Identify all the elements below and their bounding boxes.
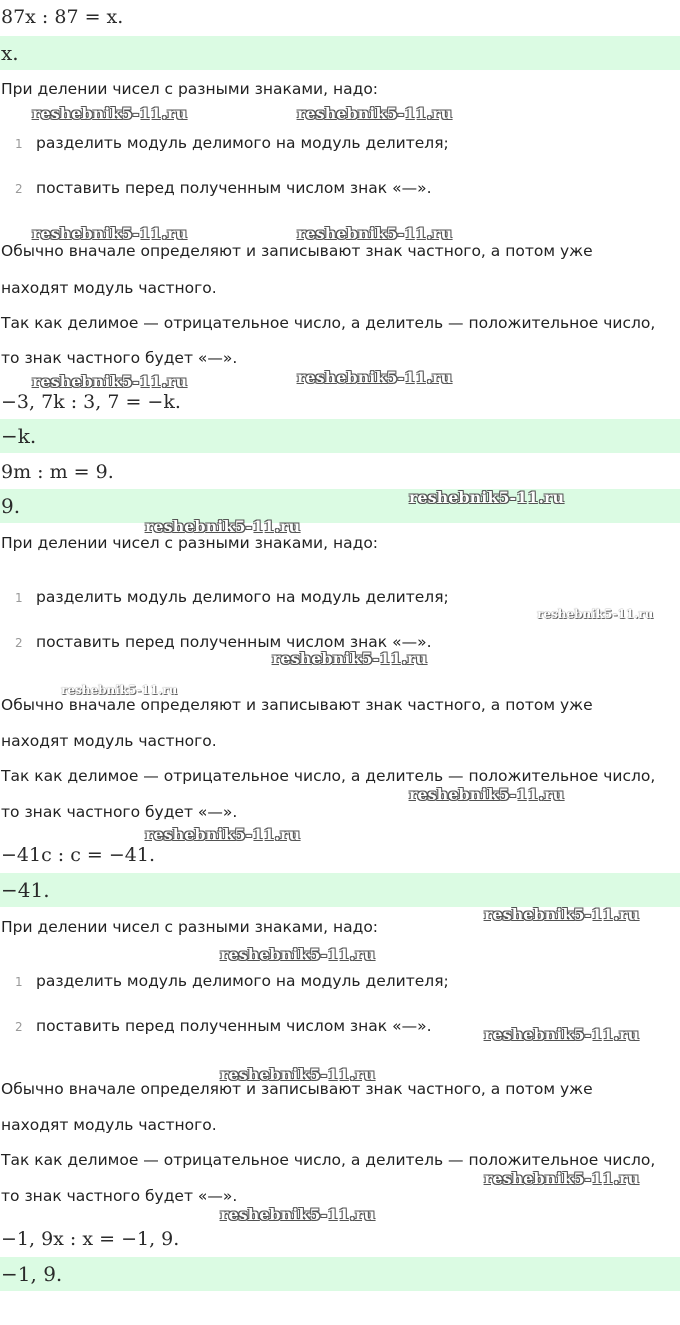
step-number: 1 xyxy=(15,975,23,989)
step-number: 2 xyxy=(15,636,23,650)
note-line-2-c: находят модуль частного. xyxy=(1,1116,217,1134)
watermark: reshebnik5-11.ru xyxy=(32,224,188,243)
watermark: reshebnik5-11.ru xyxy=(537,607,654,621)
answer-4: −41. xyxy=(0,873,680,907)
rule-step-2-c xyxy=(0,1016,680,1037)
step-number: 1 xyxy=(15,137,23,151)
watermark: reshebnik5-11.ru xyxy=(297,224,453,243)
watermark: reshebnik5-11.ru xyxy=(272,649,428,668)
watermark: reshebnik5-11.ru xyxy=(297,368,453,387)
answer-2: −k. xyxy=(0,419,680,453)
step-text: поставить перед полученным числом знак «—». xyxy=(36,179,432,197)
watermark: reshebnik5-11.ru xyxy=(61,683,178,697)
step-number: 2 xyxy=(15,182,23,196)
rule-intro-1: При делении чисел с разными знаками, надо: xyxy=(1,80,379,98)
equation-4: −41c : c = −41. xyxy=(1,844,155,866)
rule-step-2-b xyxy=(0,632,680,653)
step-text: поставить перед полученным числом знак «—». xyxy=(36,633,432,651)
step-number: 2 xyxy=(15,1020,23,1034)
answer-1: x. xyxy=(0,36,680,70)
rule-step-1-b xyxy=(0,587,680,608)
watermark: reshebnik5-11.ru xyxy=(145,517,301,536)
watermark: reshebnik5-11.ru xyxy=(32,372,188,391)
watermark: reshebnik5-11.ru xyxy=(484,905,640,924)
watermark: reshebnik5-11.ru xyxy=(220,1065,376,1084)
note-line-1-c: Обычно вначале определяют и записывают знак частного, а потом уже xyxy=(1,1080,593,1098)
step-text: поставить перед полученным числом знак «—». xyxy=(36,1017,432,1035)
reason-line-1-c: Так как делимое — отрицательное число, а делитель — положительное число, xyxy=(1,1151,656,1169)
reason-line-2-b: то знак частного будет «—». xyxy=(1,803,238,821)
reason-line-1-b: Так как делимое — отрицательное число, а делитель — положительное число, xyxy=(1,767,656,785)
equation-2: −3, 7k : 3, 7 = −k. xyxy=(1,391,181,413)
watermark: reshebnik5-11.ru xyxy=(220,945,376,964)
watermark: reshebnik5-11.ru xyxy=(409,785,565,804)
reason-line-2-c: то знак частного будет «—». xyxy=(1,1187,238,1205)
watermark: reshebnik5-11.ru xyxy=(32,104,188,123)
answer-3: 9. xyxy=(0,489,680,523)
note-line-2-a: находят модуль частного. xyxy=(1,279,217,297)
rule-intro-2: При делении чисел с разными знаками, надо: xyxy=(1,534,379,552)
step-text: разделить модуль делимого на модуль делителя; xyxy=(36,588,449,606)
step-text: разделить модуль делимого на модуль делителя; xyxy=(36,134,449,152)
note-line-1-a: Обычно вначале определяют и записывают знак частного, а потом уже xyxy=(1,242,593,260)
watermark: reshebnik5-11.ru xyxy=(145,825,301,844)
reason-line-2-a: то знак частного будет «—». xyxy=(1,349,238,367)
note-line-2-b: находят модуль частного. xyxy=(1,732,217,750)
rule-step-1-a xyxy=(0,133,680,154)
watermark: reshebnik5-11.ru xyxy=(484,1025,640,1044)
step-text: разделить модуль делимого на модуль делителя; xyxy=(36,972,449,990)
watermark: reshebnik5-11.ru xyxy=(409,488,565,507)
reason-line-1-a: Так как делимое — отрицательное число, а делитель — положительное число, xyxy=(1,314,656,332)
watermark: reshebnik5-11.ru xyxy=(297,104,453,123)
equation-1: 87x : 87 = x. xyxy=(1,6,124,28)
equation-3: 9m : m = 9. xyxy=(1,461,114,483)
watermark: reshebnik5-11.ru xyxy=(484,1169,640,1188)
equation-5: −1, 9x : x = −1, 9. xyxy=(1,1228,180,1250)
rule-step-1-c xyxy=(0,971,680,992)
rule-step-2-a xyxy=(0,178,680,199)
answer-5: −1, 9. xyxy=(0,1257,680,1291)
watermark: reshebnik5-11.ru xyxy=(220,1205,376,1224)
step-number: 1 xyxy=(15,591,23,605)
note-line-1-b: Обычно вначале определяют и записывают знак частного, а потом уже xyxy=(1,696,593,714)
rule-intro-3: При делении чисел с разными знаками, надо: xyxy=(1,918,379,936)
